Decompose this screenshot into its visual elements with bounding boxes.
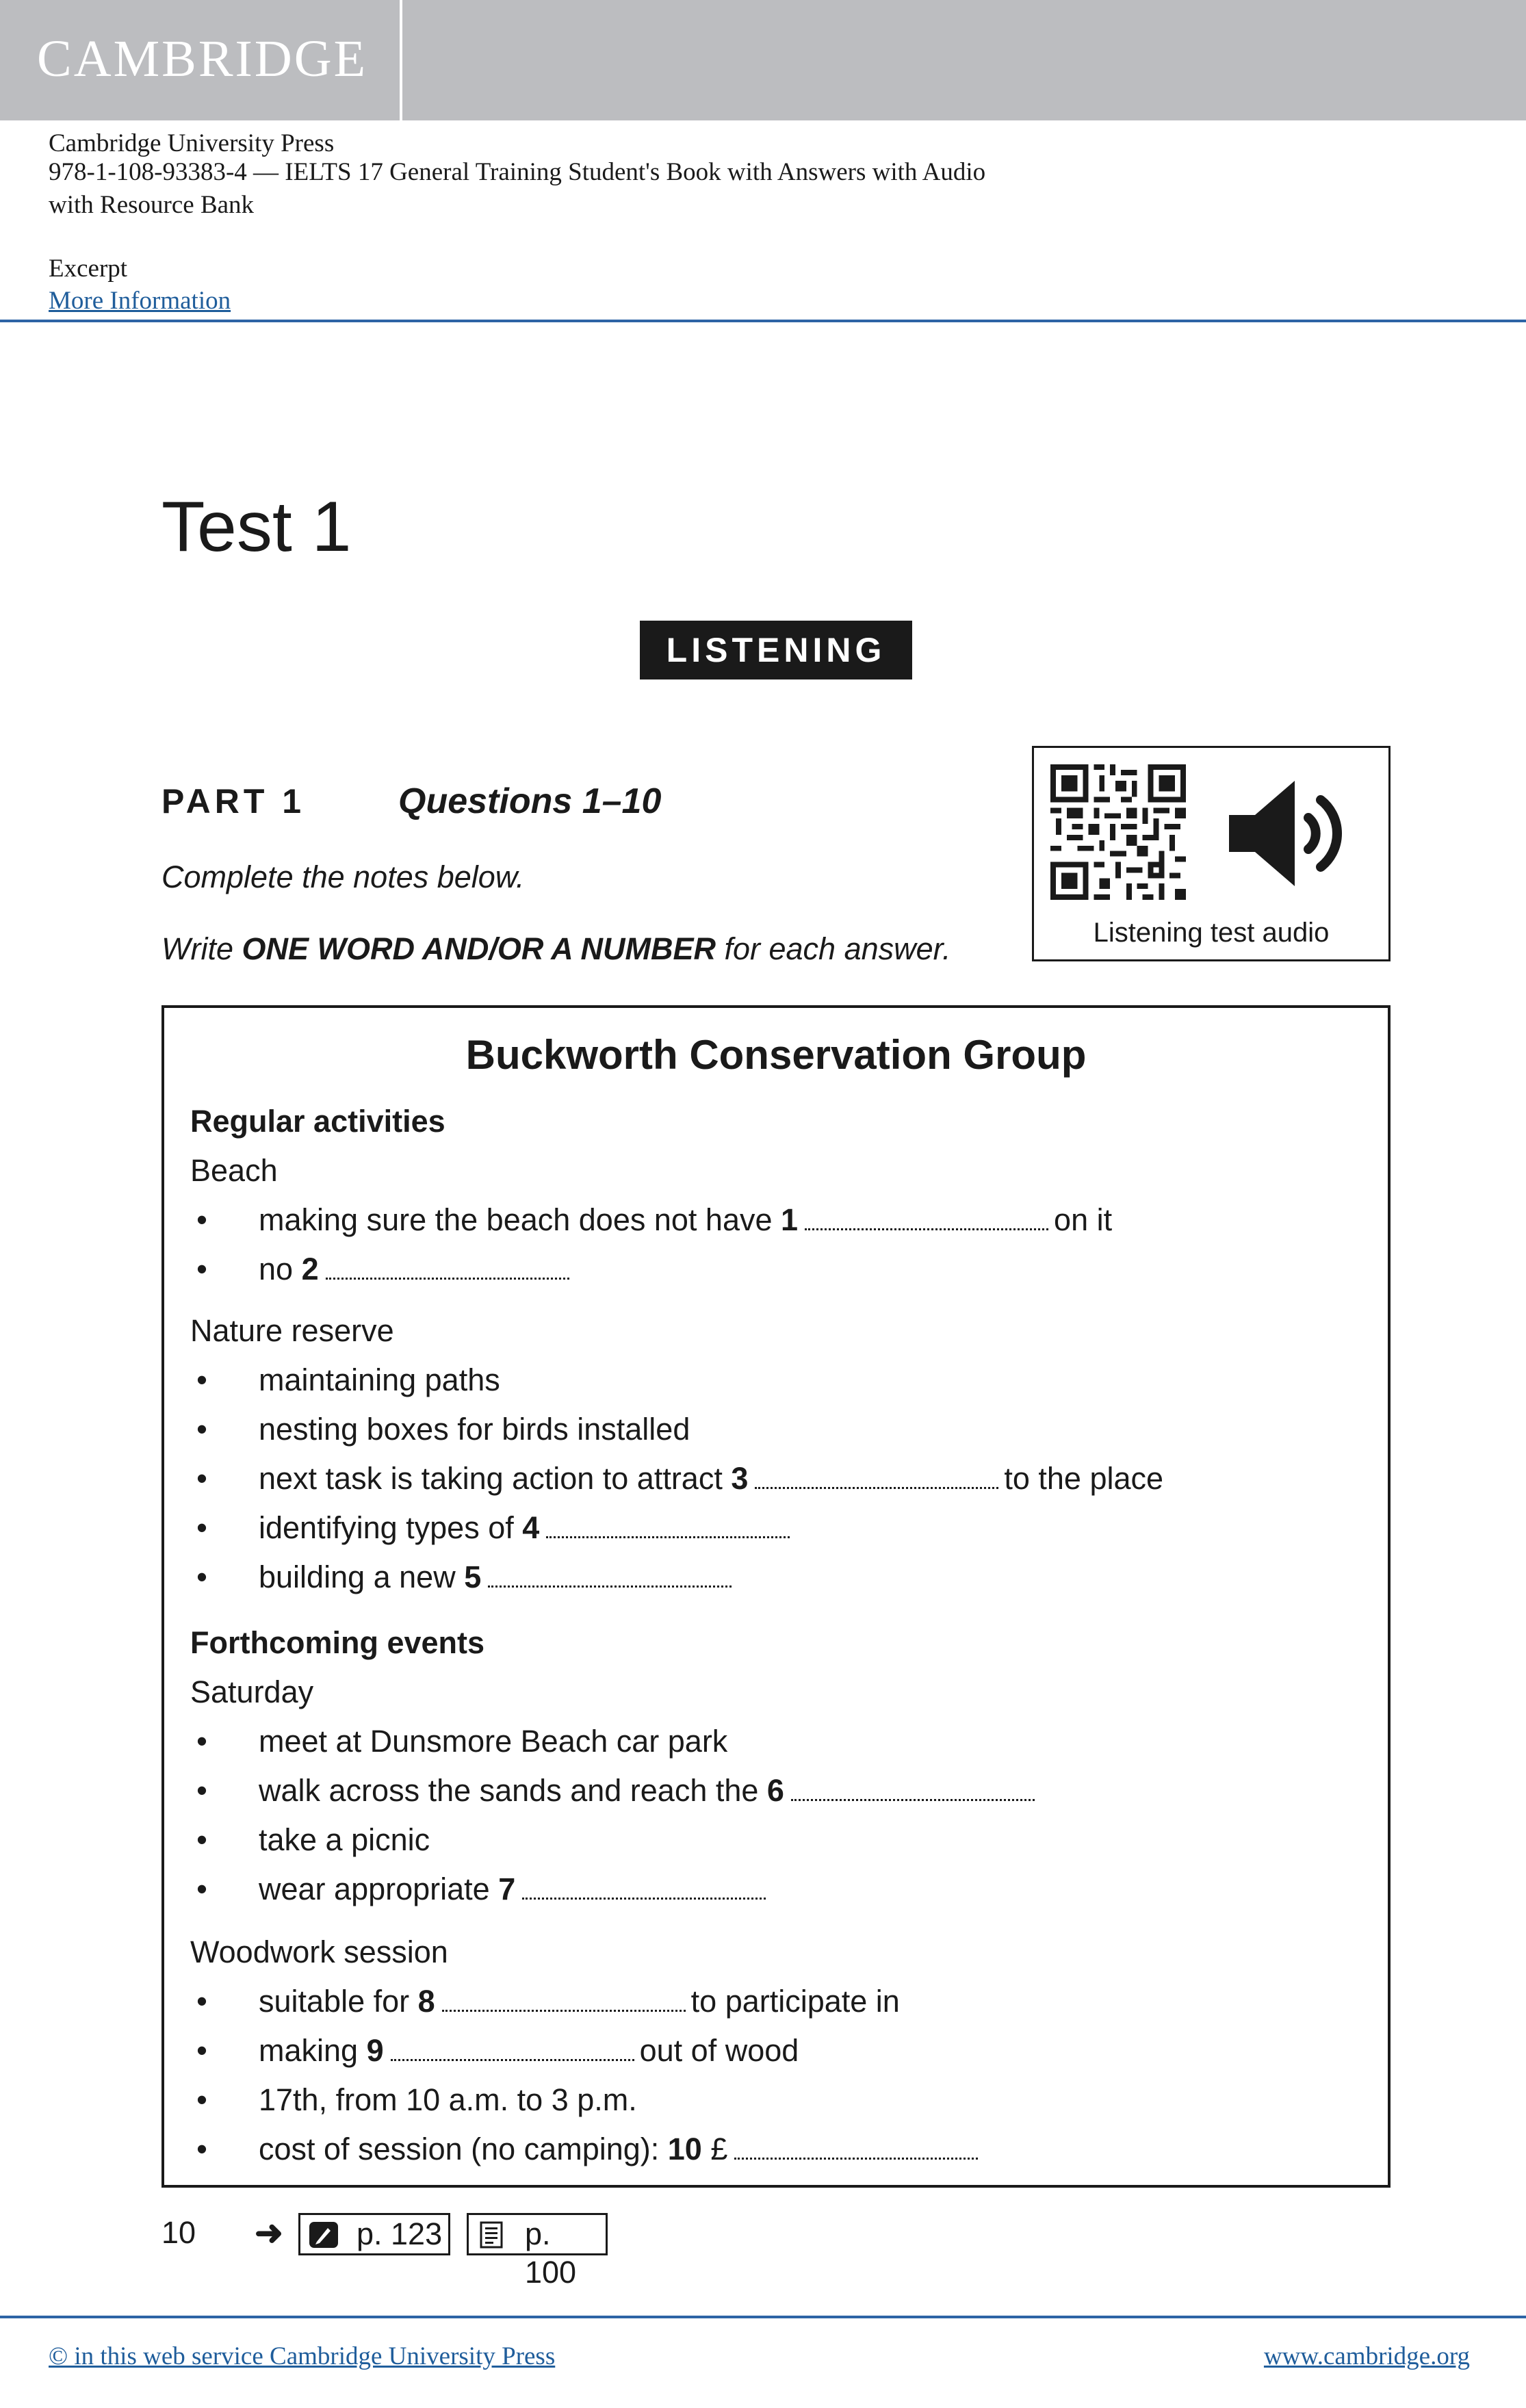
subheading-nature-reserve: Nature reserve bbox=[190, 1313, 394, 1348]
currency-symbol: £ bbox=[701, 2132, 728, 2166]
item-text: walk across the sands and reach the bbox=[259, 1773, 767, 1808]
question-number: 10 bbox=[667, 2132, 702, 2166]
item-text: 17th, from 10 a.m. to 3 p.m. bbox=[259, 2082, 637, 2117]
question-number: 5 bbox=[464, 1559, 482, 1594]
question-number: 2 bbox=[301, 1252, 319, 1286]
instruction-write-post: for each answer. bbox=[715, 931, 951, 966]
bullet: • bbox=[196, 2082, 207, 2117]
excerpt-label: Excerpt bbox=[49, 255, 128, 283]
question-number: 9 bbox=[366, 2033, 384, 2068]
bullet: • bbox=[196, 1724, 207, 1759]
audio-script-page: p. 123 bbox=[357, 2216, 443, 2251]
item-text: meet at Dunsmore Beach car park bbox=[259, 1724, 728, 1759]
item-text: making sure the beach does not have bbox=[259, 1202, 781, 1237]
bullet: • bbox=[196, 1984, 207, 2019]
bullet: • bbox=[196, 2132, 207, 2166]
book-title: 978-1-108-93383-4 — IELTS 17 General Training Student's Book with Answers with Audio bbox=[49, 158, 986, 186]
subheading-woodwork-session: Woodwork session bbox=[190, 1934, 448, 1969]
item-text: cost of session (no camping): bbox=[259, 2132, 668, 2166]
audio-script-reference[interactable] bbox=[298, 2213, 450, 2255]
questions-label: Questions 1–10 bbox=[398, 781, 662, 821]
page-title: Test 1 bbox=[161, 487, 352, 567]
instruction-complete: Complete the notes below. bbox=[161, 859, 525, 894]
item-text: take a picnic bbox=[259, 1822, 430, 1857]
item-text: wear appropriate bbox=[259, 1872, 499, 1906]
page-number: 10 bbox=[161, 2215, 196, 2250]
audio-script-icon bbox=[309, 2221, 339, 2249]
section-badge: LISTENING bbox=[640, 621, 912, 679]
answer-blank-4[interactable] bbox=[546, 1512, 790, 1538]
audio-box[interactable] bbox=[1032, 746, 1391, 961]
heading-forthcoming-events: Forthcoming events bbox=[190, 1625, 485, 1660]
bullet: • bbox=[196, 1822, 207, 1857]
answer-key-page: p. 100 bbox=[525, 2216, 577, 2290]
item-text-post: on it bbox=[1054, 1202, 1113, 1237]
book-title-cont: with Resource Bank bbox=[49, 191, 255, 219]
item-text: building a new bbox=[259, 1559, 465, 1594]
bullet: • bbox=[196, 2033, 207, 2068]
item-text-post: to participate in bbox=[690, 1984, 900, 2019]
item-text: nesting boxes for birds installed bbox=[259, 1412, 690, 1447]
answer-blank-8[interactable] bbox=[442, 1985, 686, 2012]
bullet: • bbox=[196, 1559, 207, 1594]
heading-regular-activities: Regular activities bbox=[190, 1104, 445, 1139]
item-text: identifying types of bbox=[259, 1510, 523, 1545]
answer-key-icon bbox=[480, 2221, 503, 2249]
bullet: • bbox=[196, 1412, 207, 1447]
answer-blank-5[interactable] bbox=[488, 1561, 732, 1588]
header-band bbox=[0, 0, 1526, 120]
answer-blank-1[interactable] bbox=[805, 1204, 1048, 1230]
answer-blank-7[interactable] bbox=[522, 1873, 766, 1900]
bullet: • bbox=[196, 1252, 207, 1286]
instruction-write-bold: ONE WORD AND/OR A NUMBER bbox=[242, 931, 716, 966]
answer-key-reference[interactable] bbox=[467, 2213, 608, 2290]
item-text: suitable for bbox=[259, 1984, 418, 2019]
logo-box bbox=[0, 0, 402, 120]
item-text: making bbox=[259, 2033, 367, 2068]
answer-blank-2[interactable] bbox=[326, 1253, 569, 1280]
subheading-saturday: Saturday bbox=[190, 1674, 314, 1709]
bullet: • bbox=[196, 1872, 207, 1906]
copyright-link[interactable]: © in this web service Cambridge University Press bbox=[49, 2342, 556, 2370]
part-label: PART 1 bbox=[161, 782, 306, 820]
website-link[interactable]: www.cambridge.org bbox=[1263, 2342, 1470, 2370]
question-number: 8 bbox=[417, 1984, 435, 2019]
question-number: 4 bbox=[522, 1510, 540, 1545]
header-divider bbox=[0, 320, 1526, 322]
instruction-write-pre: Write bbox=[161, 931, 242, 966]
answer-blank-9[interactable] bbox=[391, 2034, 634, 2061]
question-number: 1 bbox=[781, 1202, 799, 1237]
answer-blank-3[interactable] bbox=[755, 1462, 998, 1489]
bullet: • bbox=[196, 1202, 207, 1237]
question-number: 3 bbox=[731, 1461, 749, 1496]
notes-box bbox=[161, 1005, 1391, 2188]
audio-label: Listening test audio bbox=[1093, 918, 1330, 948]
item-text-post: to the place bbox=[1004, 1461, 1164, 1496]
publisher: Cambridge University Press bbox=[49, 129, 335, 157]
arrow-right-icon: ➜ bbox=[255, 2214, 283, 2252]
bullet: • bbox=[196, 1461, 207, 1496]
question-number: 7 bbox=[498, 1872, 516, 1906]
bullet: • bbox=[196, 1510, 207, 1545]
bullet: • bbox=[196, 1362, 207, 1397]
answer-blank-10[interactable] bbox=[734, 2133, 978, 2160]
instruction-write bbox=[161, 931, 950, 968]
item-text: next task is taking action to attract bbox=[259, 1461, 732, 1496]
item-text-post: out of wood bbox=[639, 2033, 799, 2068]
cambridge-logo: CAMBRIDGE bbox=[37, 30, 368, 88]
more-information-link[interactable]: More Information bbox=[49, 287, 231, 315]
item-text: no bbox=[259, 1252, 302, 1286]
qr-code-icon[interactable] bbox=[1050, 764, 1186, 900]
notes-title: Buckworth Conservation Group bbox=[465, 1032, 1087, 1078]
answer-blank-6[interactable] bbox=[791, 1774, 1035, 1801]
question-number: 6 bbox=[766, 1773, 784, 1808]
speaker-icon[interactable] bbox=[1229, 775, 1352, 892]
footer-divider bbox=[0, 2316, 1526, 2318]
subheading-beach: Beach bbox=[190, 1153, 278, 1188]
bullet: • bbox=[196, 1773, 207, 1808]
item-text: maintaining paths bbox=[259, 1362, 500, 1397]
